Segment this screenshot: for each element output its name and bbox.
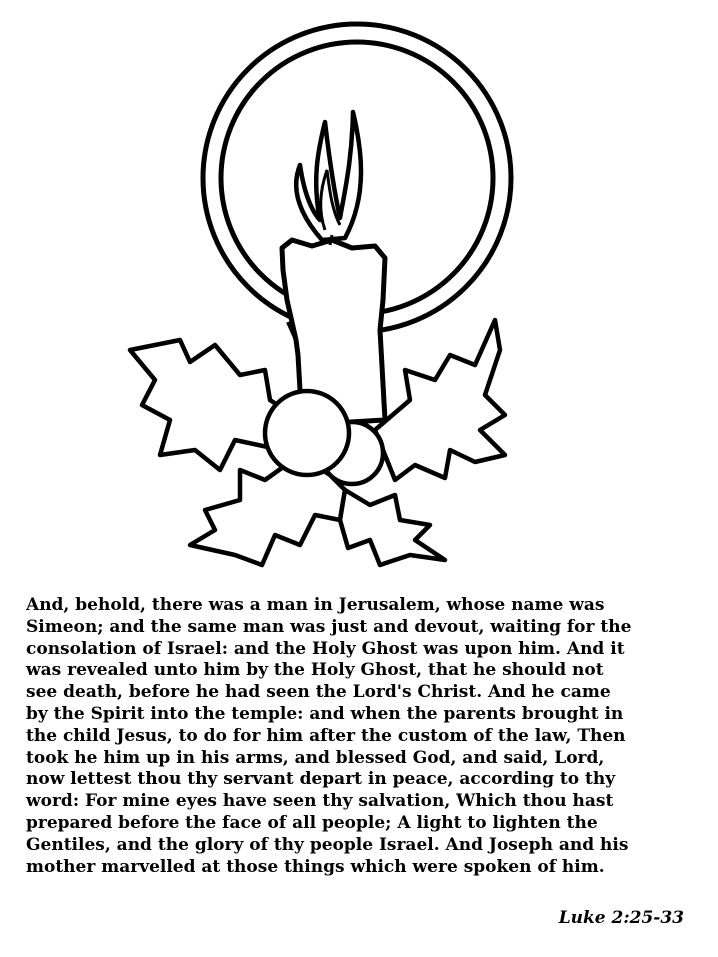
verse-line: the child Jesus, to do for him after the custom of the law, Then — [26, 725, 626, 746]
verse-line: consolation of Israel: and the Holy Ghost was upon him. And it — [26, 638, 625, 659]
verse-line: was revealed unto him by the Holy Ghost, that he should not — [26, 660, 604, 681]
scripture-reference: Luke 2:25-33 — [558, 908, 684, 928]
verse-line: now lettest thou thy servant depart in peace, according to thy — [26, 769, 616, 790]
verse-line: And, behold, there was a man in Jerusalem, whose name was — [26, 595, 605, 615]
verse-line: word: For mine eyes have seen thy salvation, Which thou hast — [26, 791, 614, 812]
holly-leaf-right — [375, 320, 505, 480]
holly-berry-left — [265, 391, 349, 475]
verse-line: mother marvelled at those things which were spoken of him. — [26, 856, 605, 877]
holly-leaf-bottom-right — [340, 490, 445, 565]
verse-line: prepared before the face of all people; A light to lighten the — [26, 812, 598, 833]
verse-line: see death, before he had seen the Lord's Christ. And he came — [26, 682, 611, 703]
verse-line: Simeon; and the same man was just and devout, waiting for the — [26, 616, 632, 637]
scripture-text — [26, 595, 696, 878]
verse-line: took he him up in his arms, and blessed God, and said, Lord, — [26, 747, 605, 768]
verse-line: by the Spirit into the temple: and when the parents brought in — [26, 703, 624, 724]
verse-line: Gentiles, and the glory of thy people Israel. And Joseph and his — [26, 834, 629, 855]
